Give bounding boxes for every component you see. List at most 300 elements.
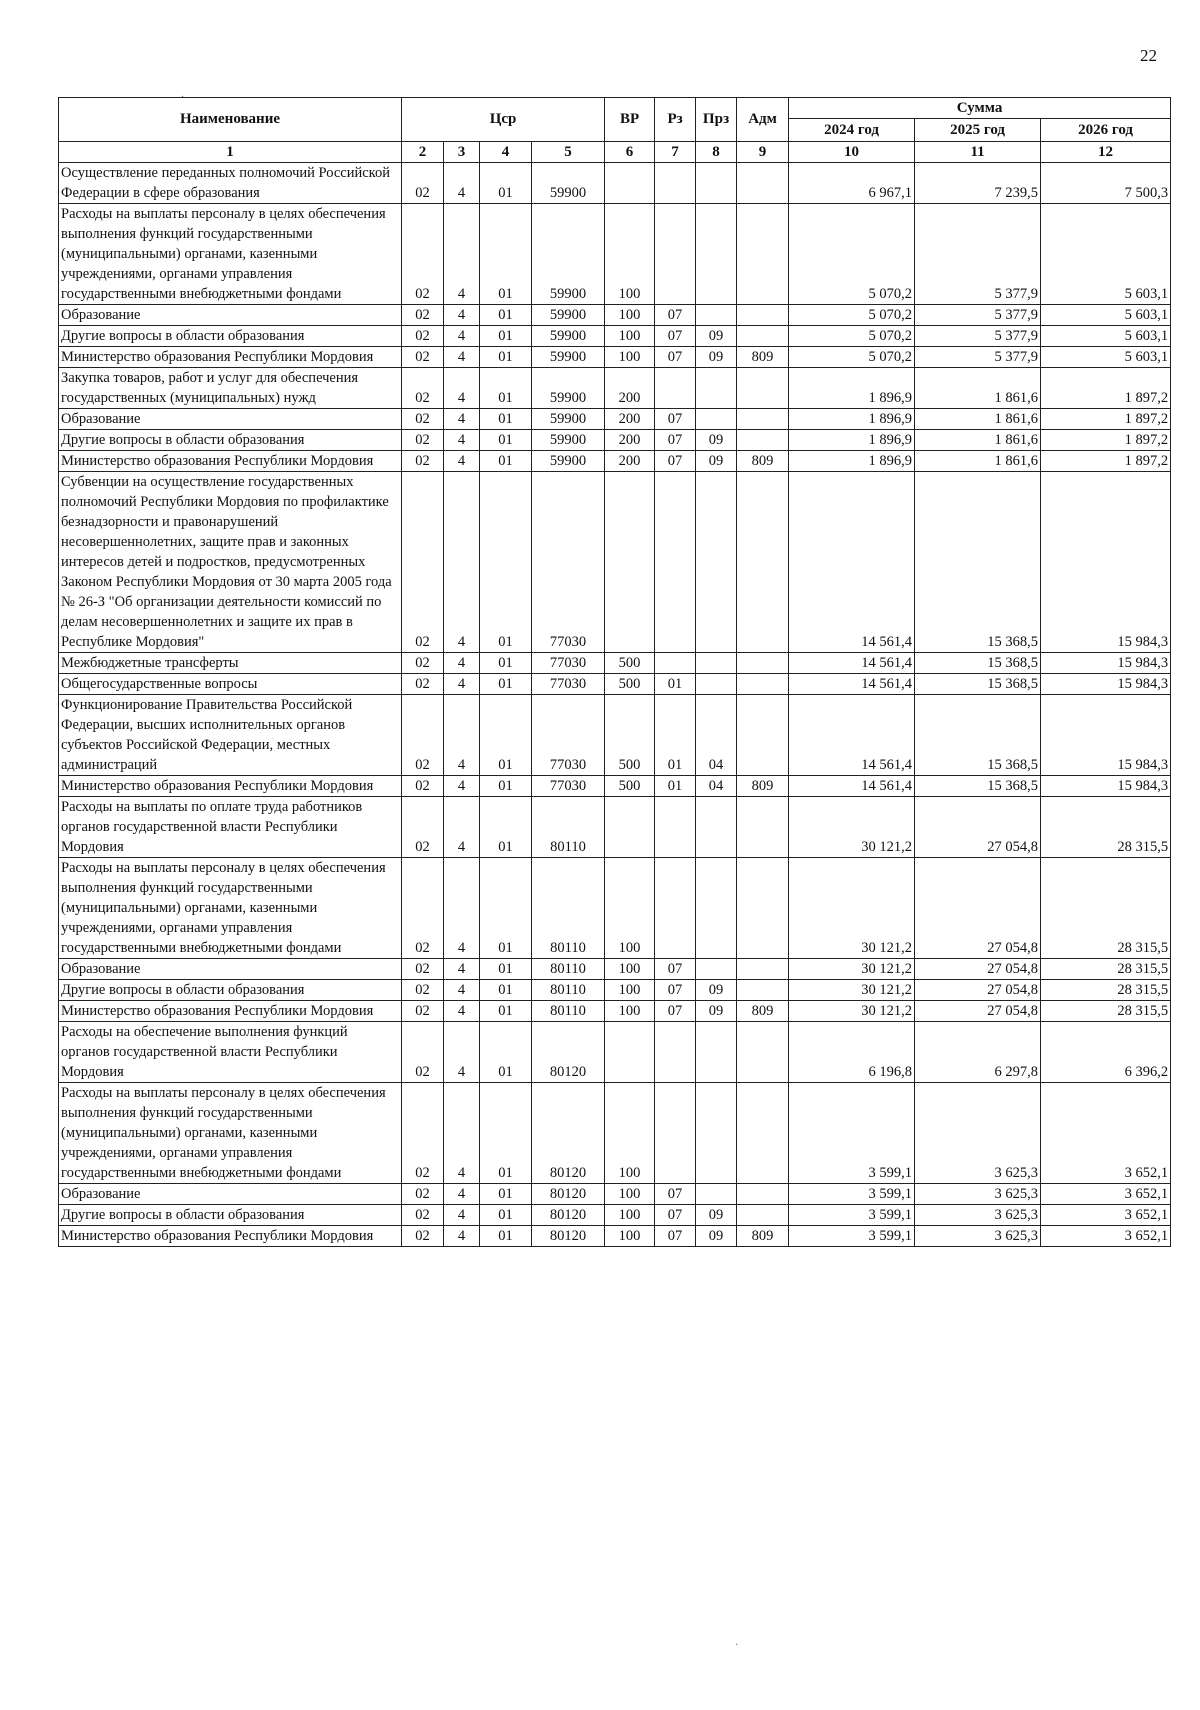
row-sum-2024: 14 561,4: [789, 776, 915, 797]
row-csr-part-1: 02: [402, 1083, 444, 1184]
column-number: 5: [532, 142, 605, 163]
row-csr-part-1: 02: [402, 797, 444, 858]
row-sum-2024: 5 070,2: [789, 305, 915, 326]
row-adm: [737, 305, 789, 326]
row-adm: [737, 409, 789, 430]
header-prz: Прз: [696, 98, 737, 142]
column-number: 7: [655, 142, 696, 163]
row-csr-part-4: 59900: [532, 430, 605, 451]
row-csr-part-2: 4: [444, 347, 480, 368]
row-csr-part-4: 59900: [532, 326, 605, 347]
row-sum-2026: 15 984,3: [1041, 695, 1171, 776]
row-prz: [696, 858, 737, 959]
table-row: [59, 776, 1171, 797]
row-sum-2025: 27 054,8: [915, 980, 1041, 1001]
table-body: [59, 163, 1171, 1247]
row-csr-part-2: 4: [444, 1022, 480, 1083]
row-sum-2025: 3 625,3: [915, 1205, 1041, 1226]
row-prz: 09: [696, 430, 737, 451]
header-year-2026: 2026 год: [1041, 119, 1171, 142]
row-csr-part-4: 59900: [532, 451, 605, 472]
row-csr-part-4: 80110: [532, 959, 605, 980]
row-csr-part-2: 4: [444, 472, 480, 653]
row-rz: [655, 472, 696, 653]
row-csr-part-3: 01: [480, 1205, 532, 1226]
row-csr-part-2: 4: [444, 797, 480, 858]
table-row: [59, 858, 1171, 959]
row-sum-2025: 15 368,5: [915, 674, 1041, 695]
table-row: [59, 368, 1171, 409]
row-csr-part-4: 77030: [532, 674, 605, 695]
row-prz: [696, 1022, 737, 1083]
row-name: Функционирование Правительства Российской Федерации, высших исполнительных органов субъектов Российской Федерации, местных администраций: [59, 695, 402, 776]
row-sum-2025: 3 625,3: [915, 1184, 1041, 1205]
row-rz: [655, 368, 696, 409]
row-prz: 09: [696, 1226, 737, 1247]
row-sum-2025: 27 054,8: [915, 959, 1041, 980]
row-name: Расходы на выплаты персоналу в целях обеспечения выполнения функций государственными (муниципальными) органами, казенными учреждениями, органами управления государственными внебюджетными фондами: [59, 858, 402, 959]
row-prz: 09: [696, 1205, 737, 1226]
header-year-2024: 2024 год: [789, 119, 915, 142]
column-number: 4: [480, 142, 532, 163]
row-csr-part-2: 4: [444, 409, 480, 430]
row-csr-part-2: 4: [444, 451, 480, 472]
row-rz: [655, 204, 696, 305]
row-rz: 07: [655, 430, 696, 451]
row-sum-2026: 3 652,1: [1041, 1184, 1171, 1205]
row-csr-part-2: 4: [444, 204, 480, 305]
table-row: [59, 980, 1171, 1001]
row-vr: 100: [605, 1083, 655, 1184]
row-csr-part-3: 01: [480, 1226, 532, 1247]
table-row: [59, 1083, 1171, 1184]
row-name: Другие вопросы в области образования: [59, 980, 402, 1001]
table-row: [59, 326, 1171, 347]
row-sum-2024: 1 896,9: [789, 409, 915, 430]
row-sum-2024: 30 121,2: [789, 980, 915, 1001]
row-csr-part-1: 02: [402, 1022, 444, 1083]
row-csr-part-3: 01: [480, 326, 532, 347]
row-sum-2024: 14 561,4: [789, 472, 915, 653]
row-prz: 09: [696, 347, 737, 368]
row-rz: [655, 653, 696, 674]
row-rz: 07: [655, 451, 696, 472]
row-sum-2026: 3 652,1: [1041, 1083, 1171, 1184]
row-adm: [737, 797, 789, 858]
row-csr-part-4: 80120: [532, 1184, 605, 1205]
row-csr-part-2: 4: [444, 430, 480, 451]
row-adm: [737, 368, 789, 409]
row-csr-part-2: 4: [444, 959, 480, 980]
row-name: Образование: [59, 409, 402, 430]
table-row: [59, 959, 1171, 980]
row-csr-part-3: 01: [480, 1083, 532, 1184]
row-sum-2025: 7 239,5: [915, 163, 1041, 204]
row-vr: 200: [605, 409, 655, 430]
row-rz: 01: [655, 695, 696, 776]
row-csr-part-1: 02: [402, 674, 444, 695]
row-csr-part-1: 02: [402, 472, 444, 653]
row-prz: [696, 1083, 737, 1184]
row-sum-2025: 27 054,8: [915, 1001, 1041, 1022]
row-rz: 01: [655, 776, 696, 797]
row-adm: [737, 653, 789, 674]
row-rz: 07: [655, 409, 696, 430]
row-sum-2025: 15 368,5: [915, 776, 1041, 797]
row-sum-2024: 30 121,2: [789, 797, 915, 858]
row-csr-part-1: 02: [402, 430, 444, 451]
row-csr-part-4: 59900: [532, 409, 605, 430]
row-sum-2026: 1 897,2: [1041, 451, 1171, 472]
row-csr-part-4: 80120: [532, 1226, 605, 1247]
row-csr-part-3: 01: [480, 204, 532, 305]
row-adm: [737, 326, 789, 347]
row-csr-part-4: 59900: [532, 163, 605, 204]
header-rz: Рз: [655, 98, 696, 142]
row-prz: [696, 204, 737, 305]
row-csr-part-4: 80110: [532, 980, 605, 1001]
row-csr-part-1: 02: [402, 776, 444, 797]
table-row: [59, 1205, 1171, 1226]
row-adm: [737, 1022, 789, 1083]
row-rz: [655, 1022, 696, 1083]
row-sum-2026: 3 652,1: [1041, 1205, 1171, 1226]
row-csr-part-3: 01: [480, 980, 532, 1001]
row-sum-2026: 6 396,2: [1041, 1022, 1171, 1083]
row-rz: 07: [655, 1226, 696, 1247]
row-csr-part-3: 01: [480, 409, 532, 430]
row-prz: 09: [696, 1001, 737, 1022]
row-vr: 500: [605, 653, 655, 674]
row-csr-part-3: 01: [480, 305, 532, 326]
row-csr-part-1: 02: [402, 305, 444, 326]
row-rz: 07: [655, 1001, 696, 1022]
row-rz: [655, 1083, 696, 1184]
row-sum-2026: 7 500,3: [1041, 163, 1171, 204]
row-prz: 09: [696, 980, 737, 1001]
row-sum-2026: 28 315,5: [1041, 959, 1171, 980]
row-csr-part-1: 02: [402, 409, 444, 430]
row-csr-part-2: 4: [444, 368, 480, 409]
row-sum-2026: 28 315,5: [1041, 858, 1171, 959]
row-vr: 100: [605, 204, 655, 305]
row-name: Министерство образования Республики Мордовия: [59, 1001, 402, 1022]
row-name: Образование: [59, 1184, 402, 1205]
row-csr-part-4: 77030: [532, 472, 605, 653]
row-csr-part-1: 02: [402, 858, 444, 959]
row-csr-part-1: 02: [402, 368, 444, 409]
row-csr-part-2: 4: [444, 1001, 480, 1022]
column-number: 9: [737, 142, 789, 163]
row-csr-part-4: 80120: [532, 1022, 605, 1083]
row-csr-part-2: 4: [444, 980, 480, 1001]
row-name: Министерство образования Республики Мордовия: [59, 776, 402, 797]
row-sum-2026: 28 315,5: [1041, 1001, 1171, 1022]
row-rz: 07: [655, 980, 696, 1001]
row-csr-part-1: 02: [402, 451, 444, 472]
table-row: [59, 1184, 1171, 1205]
table-row: [59, 409, 1171, 430]
table-row: [59, 472, 1171, 653]
row-csr-part-1: 02: [402, 204, 444, 305]
row-csr-part-3: 01: [480, 653, 532, 674]
row-vr: 500: [605, 695, 655, 776]
header-adm: Адм: [737, 98, 789, 142]
row-csr-part-2: 4: [444, 695, 480, 776]
row-sum-2024: 3 599,1: [789, 1083, 915, 1184]
column-number: 2: [402, 142, 444, 163]
row-csr-part-2: 4: [444, 674, 480, 695]
row-sum-2025: 15 368,5: [915, 653, 1041, 674]
row-csr-part-3: 01: [480, 1001, 532, 1022]
row-csr-part-3: 01: [480, 472, 532, 653]
row-csr-part-4: 80120: [532, 1205, 605, 1226]
table-row: [59, 451, 1171, 472]
row-rz: 07: [655, 1184, 696, 1205]
row-adm: [737, 1083, 789, 1184]
row-csr-part-4: 77030: [532, 776, 605, 797]
row-sum-2024: 1 896,9: [789, 451, 915, 472]
row-csr-part-1: 02: [402, 653, 444, 674]
row-sum-2026: 3 652,1: [1041, 1226, 1171, 1247]
header-sum: Сумма: [789, 98, 1171, 119]
row-adm: [737, 674, 789, 695]
row-sum-2025: 5 377,9: [915, 204, 1041, 305]
row-adm: [737, 695, 789, 776]
row-csr-part-3: 01: [480, 1022, 532, 1083]
row-prz: [696, 797, 737, 858]
table-row: [59, 430, 1171, 451]
row-csr-part-4: 80110: [532, 1001, 605, 1022]
row-csr-part-1: 02: [402, 980, 444, 1001]
row-rz: [655, 163, 696, 204]
row-sum-2024: 3 599,1: [789, 1184, 915, 1205]
row-vr: 100: [605, 1226, 655, 1247]
row-csr-part-2: 4: [444, 1226, 480, 1247]
row-prz: [696, 472, 737, 653]
row-sum-2025: 27 054,8: [915, 797, 1041, 858]
row-vr: 200: [605, 368, 655, 409]
row-sum-2024: 30 121,2: [789, 959, 915, 980]
row-rz: 07: [655, 1205, 696, 1226]
row-csr-part-4: 77030: [532, 653, 605, 674]
table-row: [59, 1022, 1171, 1083]
row-sum-2024: 30 121,2: [789, 1001, 915, 1022]
row-sum-2025: 5 377,9: [915, 347, 1041, 368]
row-sum-2024: 1 896,9: [789, 430, 915, 451]
row-vr: 100: [605, 347, 655, 368]
row-sum-2024: 30 121,2: [789, 858, 915, 959]
row-csr-part-1: 02: [402, 695, 444, 776]
row-csr-part-3: 01: [480, 163, 532, 204]
row-adm: [737, 1184, 789, 1205]
row-prz: [696, 959, 737, 980]
table-row: [59, 1001, 1171, 1022]
row-csr-part-2: 4: [444, 1205, 480, 1226]
row-adm: 809: [737, 451, 789, 472]
row-csr-part-1: 02: [402, 326, 444, 347]
row-vr: 100: [605, 980, 655, 1001]
header-csr: Цср: [402, 98, 605, 142]
row-sum-2025: 5 377,9: [915, 305, 1041, 326]
table-row: [59, 653, 1171, 674]
table-row: [59, 204, 1171, 305]
row-sum-2026: 1 897,2: [1041, 430, 1171, 451]
row-csr-part-2: 4: [444, 326, 480, 347]
column-number-row: [59, 142, 1171, 163]
row-sum-2024: 5 070,2: [789, 204, 915, 305]
table-row: [59, 347, 1171, 368]
row-csr-part-4: 80120: [532, 1083, 605, 1184]
header-vr: ВР: [605, 98, 655, 142]
row-prz: [696, 305, 737, 326]
row-csr-part-3: 01: [480, 347, 532, 368]
row-vr: 100: [605, 326, 655, 347]
table-row: [59, 797, 1171, 858]
row-prz: 04: [696, 776, 737, 797]
row-sum-2025: 3 625,3: [915, 1083, 1041, 1184]
scan-speck: ·: [181, 92, 185, 103]
table-header: [59, 98, 1171, 163]
row-csr-part-4: 80110: [532, 858, 605, 959]
column-number: 8: [696, 142, 737, 163]
row-sum-2024: 14 561,4: [789, 695, 915, 776]
row-sum-2026: 28 315,5: [1041, 797, 1171, 858]
row-adm: [737, 959, 789, 980]
row-sum-2025: 3 625,3: [915, 1226, 1041, 1247]
row-name: Другие вопросы в области образования: [59, 1205, 402, 1226]
row-name: Расходы на выплаты персоналу в целях обеспечения выполнения функций государственными (муниципальными) органами, казенными учреждениями, органами управления государственными внебюджетными фондами: [59, 204, 402, 305]
row-prz: 09: [696, 451, 737, 472]
row-sum-2025: 1 861,6: [915, 409, 1041, 430]
row-sum-2025: 15 368,5: [915, 472, 1041, 653]
table-row: [59, 674, 1171, 695]
column-number: 10: [789, 142, 915, 163]
row-vr: [605, 797, 655, 858]
row-name: Общегосударственные вопросы: [59, 674, 402, 695]
row-csr-part-2: 4: [444, 305, 480, 326]
row-csr-part-4: 59900: [532, 368, 605, 409]
row-csr-part-3: 01: [480, 695, 532, 776]
row-sum-2024: 5 070,2: [789, 347, 915, 368]
row-csr-part-3: 01: [480, 674, 532, 695]
row-adm: [737, 858, 789, 959]
row-rz: 01: [655, 674, 696, 695]
column-number: 11: [915, 142, 1041, 163]
row-vr: 100: [605, 959, 655, 980]
row-csr-part-4: 59900: [532, 204, 605, 305]
row-prz: 04: [696, 695, 737, 776]
row-adm: [737, 1205, 789, 1226]
row-vr: 100: [605, 1001, 655, 1022]
column-number: 12: [1041, 142, 1171, 163]
table-row: [59, 305, 1171, 326]
row-csr-part-2: 4: [444, 163, 480, 204]
row-sum-2024: 14 561,4: [789, 674, 915, 695]
row-vr: 100: [605, 305, 655, 326]
row-name: Расходы на выплаты по оплате труда работников органов государственной власти Республики Мордовия: [59, 797, 402, 858]
row-csr-part-2: 4: [444, 1083, 480, 1184]
table-row: [59, 1226, 1171, 1247]
row-sum-2026: 28 315,5: [1041, 980, 1171, 1001]
row-csr-part-1: 02: [402, 163, 444, 204]
row-csr-part-4: 77030: [532, 695, 605, 776]
row-sum-2024: 6 967,1: [789, 163, 915, 204]
row-prz: [696, 368, 737, 409]
row-sum-2025: 5 377,9: [915, 326, 1041, 347]
row-name: Осуществление переданных полномочий Российской Федерации в сфере образования: [59, 163, 402, 204]
table-row: [59, 163, 1171, 204]
row-adm: [737, 163, 789, 204]
row-prz: [696, 653, 737, 674]
row-csr-part-1: 02: [402, 347, 444, 368]
row-name: Другие вопросы в области образования: [59, 430, 402, 451]
column-number: 1: [59, 142, 402, 163]
row-csr-part-3: 01: [480, 451, 532, 472]
row-csr-part-4: 59900: [532, 305, 605, 326]
row-sum-2025: 1 861,6: [915, 430, 1041, 451]
row-csr-part-3: 01: [480, 959, 532, 980]
row-sum-2024: 1 896,9: [789, 368, 915, 409]
row-csr-part-3: 01: [480, 776, 532, 797]
budget-table: [58, 97, 1171, 1247]
row-adm: 809: [737, 1001, 789, 1022]
row-vr: [605, 1022, 655, 1083]
row-prz: [696, 409, 737, 430]
row-rz: [655, 797, 696, 858]
row-vr: 200: [605, 430, 655, 451]
row-adm: 809: [737, 776, 789, 797]
row-csr-part-3: 01: [480, 430, 532, 451]
row-name: Расходы на выплаты персоналу в целях обеспечения выполнения функций государственными (муниципальными) органами, казенными учреждениями, органами управления государственными внебюджетными фондами: [59, 1083, 402, 1184]
row-sum-2025: 15 368,5: [915, 695, 1041, 776]
row-sum-2024: 6 196,8: [789, 1022, 915, 1083]
row-sum-2025: 1 861,6: [915, 368, 1041, 409]
row-adm: 809: [737, 1226, 789, 1247]
row-csr-part-1: 02: [402, 1226, 444, 1247]
row-sum-2024: 14 561,4: [789, 653, 915, 674]
row-prz: 09: [696, 326, 737, 347]
row-adm: [737, 980, 789, 1001]
row-csr-part-3: 01: [480, 1184, 532, 1205]
row-vr: 200: [605, 451, 655, 472]
row-csr-part-3: 01: [480, 797, 532, 858]
row-sum-2026: 5 603,1: [1041, 326, 1171, 347]
row-sum-2024: 5 070,2: [789, 326, 915, 347]
row-prz: [696, 1184, 737, 1205]
row-name: Образование: [59, 959, 402, 980]
row-sum-2025: 1 861,6: [915, 451, 1041, 472]
row-sum-2026: 15 984,3: [1041, 653, 1171, 674]
row-name: Министерство образования Республики Мордовия: [59, 347, 402, 368]
row-vr: 100: [605, 1184, 655, 1205]
scan-speck: ·: [735, 1640, 739, 1651]
row-csr-part-4: 80110: [532, 797, 605, 858]
row-name: Образование: [59, 305, 402, 326]
row-sum-2025: 27 054,8: [915, 858, 1041, 959]
row-vr: 500: [605, 674, 655, 695]
row-rz: [655, 858, 696, 959]
row-name: Субвенции на осуществление государственных полномочий Республики Мордовия по профилактике безнадзорности и правонарушений несовершеннолетних, защите прав и законных интересов детей и подростков, предусмотренных Законом Республики Мордовия от 30 марта 2005 года № 26-З "Об организации деятельности комиссий по делам несовершеннолетних и защите их прав в Республике Мордовия": [59, 472, 402, 653]
column-number: 6: [605, 142, 655, 163]
row-sum-2026: 15 984,3: [1041, 674, 1171, 695]
row-rz: 07: [655, 326, 696, 347]
row-name: Министерство образования Республики Мордовия: [59, 1226, 402, 1247]
row-csr-part-1: 02: [402, 1001, 444, 1022]
row-vr: 100: [605, 1205, 655, 1226]
row-sum-2026: 15 984,3: [1041, 776, 1171, 797]
row-vr: [605, 163, 655, 204]
